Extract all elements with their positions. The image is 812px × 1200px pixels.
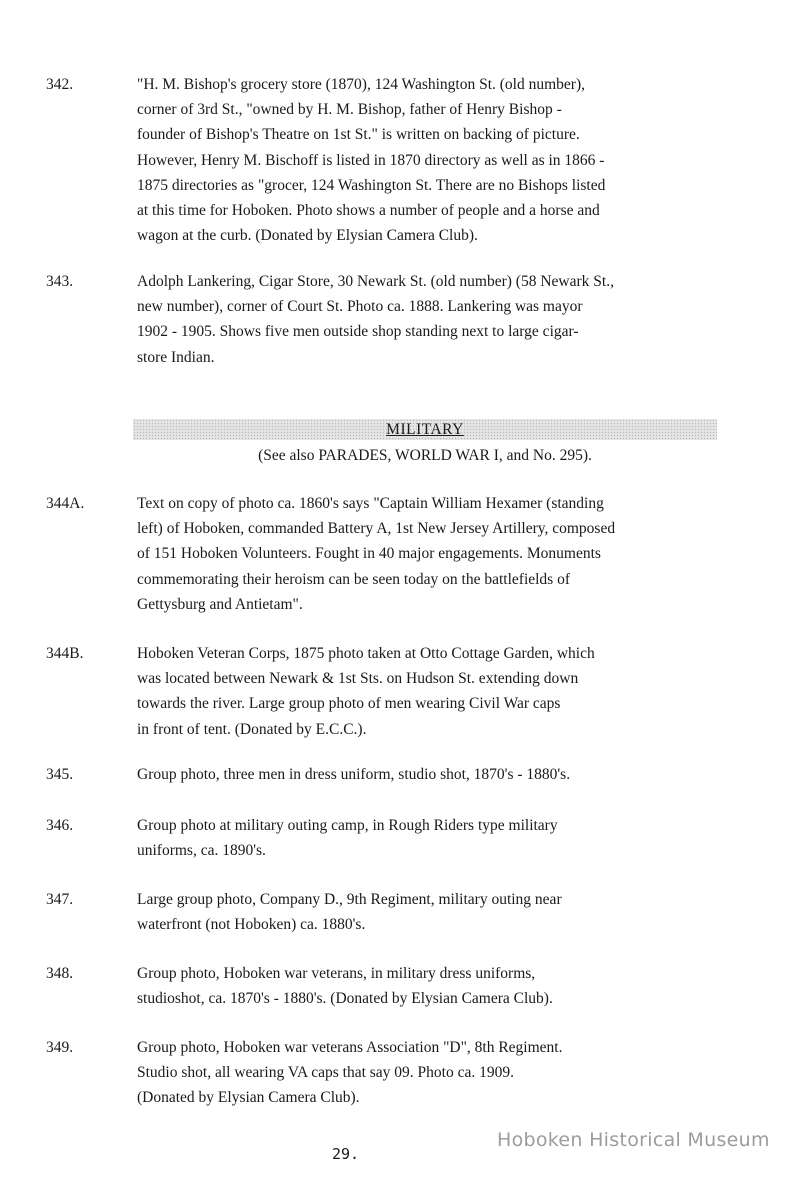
entry-number: 348.: [46, 965, 74, 982]
entry-text: [137, 269, 697, 370]
entry-text: [137, 961, 697, 1011]
entry-line: studioshot, ca. 1870's - 1880's. (Donated by Elysian Camera Club).: [137, 990, 553, 1008]
entry-line: Group photo, Hoboken war veterans, in military dress uniforms,: [137, 965, 536, 982]
entry-number: 345.: [46, 766, 74, 783]
entry-line: commemorating their heroism can be seen today on the battlefields of: [137, 570, 571, 588]
entry-line: Large group photo, Company D., 9th Regiment, military outing near: [137, 891, 562, 908]
entry-line: Text on copy of photo ca. 1860's says "Captain William Hexamer (standing: [137, 495, 604, 512]
entry-line: Adolph Lankering, Cigar Store, 30 Newark St. (old number) (58 Newark St.,: [137, 273, 614, 290]
section-cross-reference: (See also PARADES, WORLD WAR I, and No. 295).: [258, 447, 592, 464]
entry-line: Group photo, Hoboken war veterans Association "D", 8th Regiment.: [137, 1039, 563, 1056]
entry-text: [137, 1035, 697, 1111]
entry-line: left) of Hoboken, commanded Battery A, 1st New Jersey Artillery, composed: [137, 520, 616, 538]
entry-number: 342.: [46, 76, 74, 93]
entry-line: corner of 3rd St., "owned by H. M. Bishop, father of Henry Bishop -: [137, 101, 562, 119]
entry-line: Group photo at military outing camp, in Rough Riders type military: [137, 817, 558, 834]
entry-line: (Donated by Elysian Camera Club).: [137, 1089, 360, 1107]
section-title: MILITARY: [386, 421, 464, 438]
entry-line: Group photo, three men in dress uniform, studio shot, 1870's - 1880's.: [137, 766, 571, 783]
entry-text: [137, 887, 697, 937]
entry-line: Hoboken Veteran Corps, 1875 photo taken at Otto Cottage Garden, which: [137, 645, 595, 662]
entry-text: [137, 641, 697, 742]
entry-number: 344B.: [46, 645, 84, 662]
museum-watermark: Hoboken Historical Museum: [497, 1129, 770, 1151]
entry-line: Gettysburg and Antietam".: [137, 595, 303, 613]
entry-text: [137, 72, 697, 248]
page-number: 29.: [332, 1145, 360, 1163]
entry-line: waterfront (not Hoboken) ca. 1880's.: [137, 916, 366, 934]
entry-number: 349.: [46, 1039, 74, 1056]
entry-line: was located between Newark & 1st Sts. on Hudson St. extending down: [137, 670, 579, 688]
entry-line: 1902 - 1905. Shows five men outside shop standing next to large cigar-: [137, 323, 579, 341]
entry-text: [137, 762, 697, 787]
entry-line: However, Henry M. Bischoff is listed in 1870 directory as well as in 1866 -: [137, 151, 605, 169]
entry-line: new number), corner of Court St. Photo ca. 1888. Lankering was mayor: [137, 298, 583, 316]
entry-number: 346.: [46, 817, 74, 834]
entry-number: 344A.: [46, 495, 85, 512]
entry-line: towards the river. Large group photo of men wearing Civil War caps: [137, 695, 561, 713]
entry-line: founder of Bishop's Theatre on 1st St." is written on backing of picture.: [137, 126, 580, 144]
entry-line: in front of tent. (Donated by E.C.C.).: [137, 720, 367, 738]
entry-text: [137, 491, 697, 617]
entry-line: Studio shot, all wearing VA caps that say 09. Photo ca. 1909.: [137, 1064, 514, 1082]
entry-line: of 151 Hoboken Volunteers. Fought in 40 major engagements. Monuments: [137, 545, 601, 563]
entry-line: store Indian.: [137, 348, 215, 366]
entry-line: 1875 directories as "grocer, 124 Washington St. There are no Bishops listed: [137, 176, 606, 194]
entry-text: [137, 813, 697, 863]
entry-line: uniforms, ca. 1890's.: [137, 842, 266, 860]
entry-line: wagon at the curb. (Donated by Elysian Camera Club).: [137, 227, 478, 245]
entry-line: at this time for Hoboken. Photo shows a number of people and a horse and: [137, 202, 600, 220]
entry-number: 347.: [46, 891, 74, 908]
entry-line: "H. M. Bishop's grocery store (1870), 124 Washington St. (old number),: [137, 76, 586, 93]
entry-number: 343.: [46, 273, 74, 290]
